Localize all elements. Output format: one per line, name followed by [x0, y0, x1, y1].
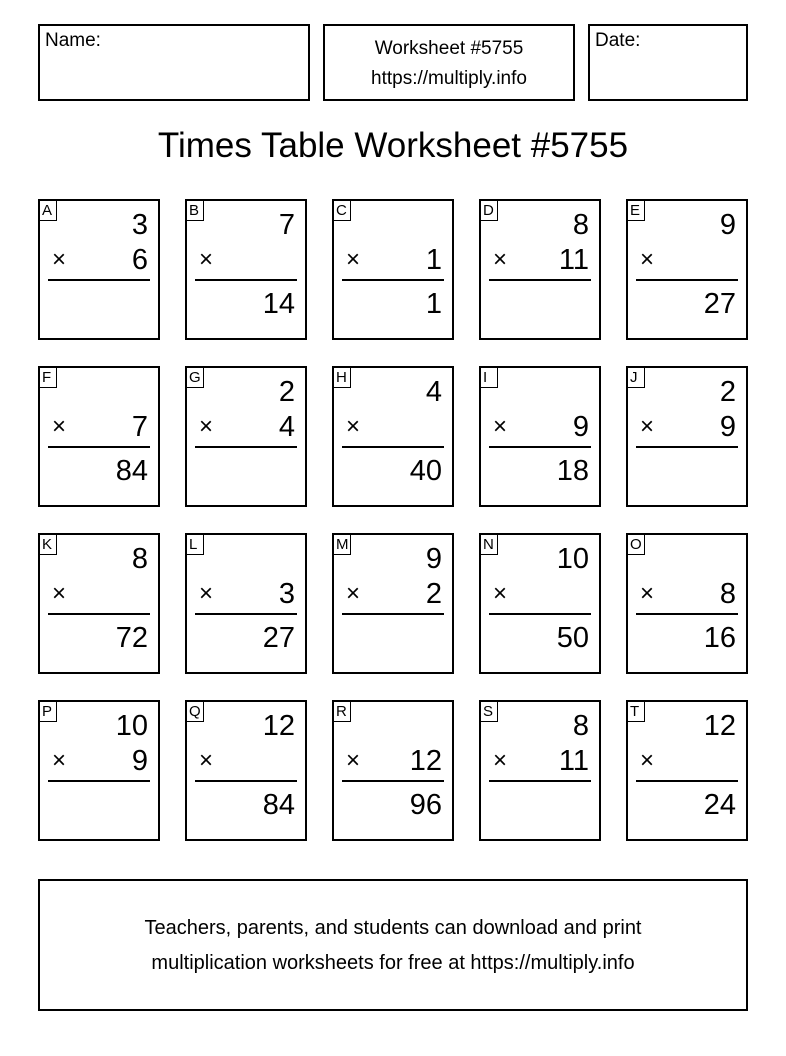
problem-f	[38, 366, 160, 507]
answer-line	[48, 613, 150, 615]
problem-label: S	[480, 701, 498, 722]
bottom-factor: 9	[131, 745, 148, 777]
problem-s	[479, 700, 601, 841]
bottom-factor: 4	[278, 411, 295, 443]
worksheet-url: https://multiply.info	[371, 68, 527, 89]
top-factor: 8	[131, 543, 148, 575]
multiply-sign: ×	[346, 747, 361, 774]
problem-label: O	[627, 534, 645, 555]
problem-label: N	[480, 534, 498, 555]
product-answer: 16	[703, 622, 736, 654]
answer-line	[342, 446, 444, 448]
problem-label: E	[627, 200, 645, 221]
answer-line	[195, 279, 297, 281]
top-factor: 12	[262, 710, 295, 742]
top-factor: 2	[278, 376, 295, 408]
problem-label: M	[333, 534, 351, 555]
answer-line	[48, 780, 150, 782]
problem-label: H	[333, 367, 351, 388]
problem-label: T	[627, 701, 645, 722]
top-factor: 12	[703, 710, 736, 742]
problem-label: J	[627, 367, 645, 388]
product-answer: 40	[409, 455, 442, 487]
problem-g	[185, 366, 307, 507]
multiply-sign: ×	[346, 580, 361, 607]
top-factor: 3	[131, 209, 148, 241]
answer-line	[48, 279, 150, 281]
multiply-sign: ×	[640, 747, 655, 774]
multiply-sign: ×	[52, 413, 67, 440]
problem-label: F	[39, 367, 57, 388]
bottom-factor: 7	[131, 411, 148, 443]
problem-p	[38, 700, 160, 841]
problem-h	[332, 366, 454, 507]
problem-label: R	[333, 701, 351, 722]
top-factor: 8	[572, 209, 589, 241]
top-factor: 7	[278, 209, 295, 241]
multiply-sign: ×	[52, 246, 67, 273]
multiply-sign: ×	[640, 580, 655, 607]
answer-line	[489, 780, 591, 782]
problem-t	[626, 700, 748, 841]
multiply-sign: ×	[493, 580, 508, 607]
answer-line	[636, 446, 738, 448]
problem-label: B	[186, 200, 204, 221]
problem-o	[626, 533, 748, 674]
top-factor: 2	[719, 376, 736, 408]
multiply-sign: ×	[52, 747, 67, 774]
answer-line	[489, 446, 591, 448]
top-factor: 10	[556, 543, 589, 575]
problem-i	[479, 366, 601, 507]
bottom-factor: 6	[131, 244, 148, 276]
multiply-sign: ×	[199, 747, 214, 774]
answer-line	[489, 279, 591, 281]
multiply-sign: ×	[199, 246, 214, 273]
answer-line	[195, 780, 297, 782]
bottom-factor: 8	[719, 578, 736, 610]
name-label: Name:	[45, 30, 101, 51]
answer-line	[636, 780, 738, 782]
bottom-factor: 9	[719, 411, 736, 443]
product-answer: 18	[556, 455, 589, 487]
problem-label: D	[480, 200, 498, 221]
problem-a	[38, 199, 160, 340]
problem-label: C	[333, 200, 351, 221]
multiply-sign: ×	[640, 246, 655, 273]
product-answer: 27	[262, 622, 295, 654]
top-factor: 9	[719, 209, 736, 241]
problem-e	[626, 199, 748, 340]
problem-label: K	[39, 534, 57, 555]
answer-line	[489, 613, 591, 615]
bottom-factor: 11	[558, 745, 589, 777]
multiply-sign: ×	[199, 413, 214, 440]
answer-line	[636, 279, 738, 281]
footer-line-1: Teachers, parents, and students can download and print	[144, 917, 642, 939]
worksheet-number: Worksheet #5755	[374, 38, 524, 59]
top-factor: 4	[425, 376, 442, 408]
problem-label: L	[186, 534, 204, 555]
footer-box	[38, 879, 748, 1011]
multiply-sign: ×	[346, 413, 361, 440]
multiply-sign: ×	[640, 413, 655, 440]
multiply-sign: ×	[199, 580, 214, 607]
product-answer: 96	[409, 789, 442, 821]
multiply-sign: ×	[346, 246, 361, 273]
answer-line	[342, 279, 444, 281]
product-answer: 1	[425, 288, 442, 320]
problem-c	[332, 199, 454, 340]
top-factor: 9	[425, 543, 442, 575]
problem-label: Q	[186, 701, 204, 722]
product-answer: 84	[115, 455, 148, 487]
problem-n	[479, 533, 601, 674]
answer-line	[195, 613, 297, 615]
name-field-box[interactable]	[38, 24, 310, 101]
product-answer: 24	[703, 789, 736, 821]
top-factor: 10	[115, 710, 148, 742]
answer-line	[195, 446, 297, 448]
product-answer: 72	[115, 622, 148, 654]
page-title: Times Table Worksheet #5755	[157, 126, 629, 165]
multiply-sign: ×	[493, 747, 508, 774]
product-answer: 84	[262, 789, 295, 821]
problem-label: A	[39, 200, 57, 221]
worksheet-info-box	[323, 24, 575, 101]
bottom-factor: 9	[572, 411, 589, 443]
product-answer: 27	[703, 288, 736, 320]
bottom-factor: 1	[425, 244, 442, 276]
problem-label: P	[39, 701, 57, 722]
multiply-sign: ×	[493, 413, 508, 440]
top-factor: 8	[572, 710, 589, 742]
problem-k	[38, 533, 160, 674]
bottom-factor: 11	[558, 244, 589, 276]
answer-line	[342, 613, 444, 615]
product-answer: 14	[262, 288, 295, 320]
problem-m	[332, 533, 454, 674]
bottom-factor: 12	[409, 745, 442, 777]
answer-line	[342, 780, 444, 782]
multiply-sign: ×	[493, 246, 508, 273]
problem-j	[626, 366, 748, 507]
date-field-box[interactable]	[588, 24, 748, 101]
problem-d	[479, 199, 601, 340]
problem-b	[185, 199, 307, 340]
bottom-factor: 3	[278, 578, 295, 610]
product-answer: 50	[556, 622, 589, 654]
date-label: Date:	[595, 30, 641, 51]
answer-line	[636, 613, 738, 615]
problem-r	[332, 700, 454, 841]
multiply-sign: ×	[52, 580, 67, 607]
problem-q	[185, 700, 307, 841]
bottom-factor: 2	[425, 578, 442, 610]
answer-line	[48, 446, 150, 448]
problem-l	[185, 533, 307, 674]
problem-label: G	[186, 367, 204, 388]
footer-line-2: multiplication worksheets for free at https://multiply.info	[151, 952, 635, 974]
problem-label: I	[480, 367, 498, 388]
